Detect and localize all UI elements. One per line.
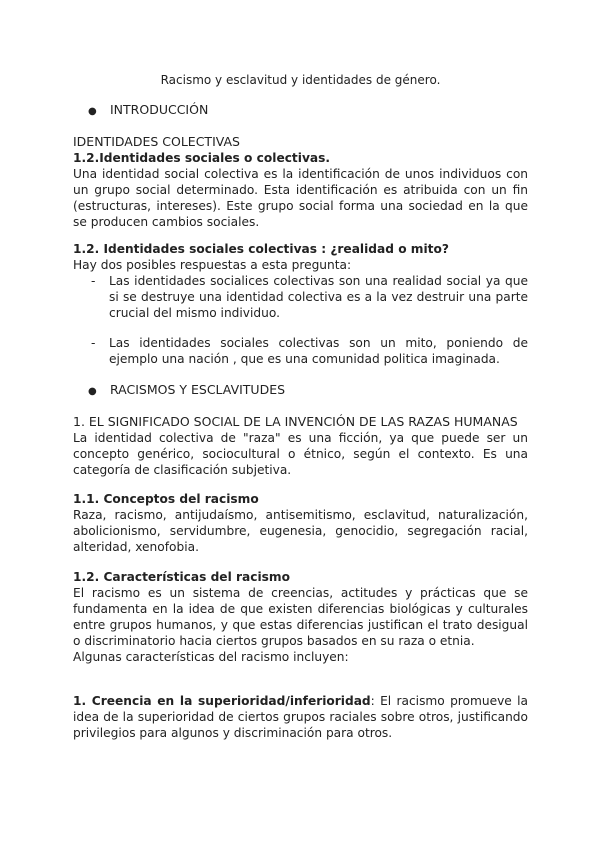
dash-list-item (91, 335, 528, 367)
section-heading: 1.2. Identidades sociales colectivas : ¿realidad o mito? (73, 242, 449, 256)
paragraph: Raza, racismo, antijudaísmo, antisemitismo, esclavitud, naturalización, abolicionismo, servidumbre, eugenesia, genocidio, segregación racial, alteridad, xenofobia. (73, 508, 528, 554)
dash-icon: - (91, 336, 96, 350)
bullet-label: RACISMOS Y ESCLAVITUDES (110, 382, 286, 397)
section-identidades-colectivas (73, 134, 528, 230)
dash-list-item (91, 273, 528, 321)
paragraph: Hay dos posibles respuestas a esta pregunta: (73, 258, 352, 272)
bullet-dot-icon: ● (88, 386, 97, 397)
bullet-racismos (88, 382, 285, 400)
list-item-text: Las identidades socialices colectivas son una realidad social ya que si se destruye una identidad colectiva es a la vez destruir una parte crucial del mismo individuo. (109, 274, 528, 320)
bullet-introduccion (88, 102, 208, 120)
section-conceptos-racismo (73, 491, 528, 555)
bullet-label: INTRODUCCIÓN (110, 102, 209, 117)
section-caracteristicas-racismo (73, 569, 528, 665)
section-heading: 1.2. Características del racismo (73, 570, 290, 584)
item-text: : El racismo promueve la idea de la superioridad de ciertos grupos raciales sobre otros, justificando privilegios para algunos y discriminación para otros. (73, 694, 528, 740)
item-label: 1. Creencia en la superioridad/inferioridad (73, 694, 371, 708)
paragraph: La identidad colectiva de "raza" es una ficción, ya que puede ser un concepto genérico, sociocultural o étnico, según el contexto. Es una categoría de clasificación subjetiva. (73, 431, 528, 477)
section-heading: IDENTIDADES COLECTIVAS (73, 134, 240, 149)
bullet-dot-icon: ● (88, 106, 97, 117)
section-heading: 1. EL SIGNIFICADO SOCIAL DE LA INVENCIÓN DE LAS RAZAS HUMANAS (73, 414, 518, 429)
section-creencia-superioridad (73, 693, 528, 741)
list-item-text: Las identidades sociales colectivas son un mito, poniendo de ejemplo una nación , que es una comunidad politica imaginada. (109, 336, 528, 366)
sub-heading: 1.2.Identidades sociales o colectivas. (73, 151, 330, 165)
section-heading: 1.1. Conceptos del racismo (73, 492, 259, 506)
section-realidad-o-mito (73, 241, 528, 273)
paragraph: Algunas características del racismo incluyen: (73, 650, 349, 664)
paragraph: El racismo es un sistema de creencias, actitudes y prácticas que se fundamenta en la idea de que existen diferencias biológicas y culturales entre grupos humanos, y que estas diferencias justifican el trato desigual o discriminatorio hacia ciertos grupos basados en su raza o etnia. (73, 586, 528, 648)
section-razas-humanas (73, 414, 528, 478)
dash-icon: - (91, 274, 96, 288)
paragraph: Una identidad social colectiva es la identificación de unos individuos con un grupo social determinado. Esta identificación es atribuida con un fin (estructuras, intereses). Este grupo social forma una sociedad en la que se producen cambios sociales. (73, 167, 528, 229)
document-title: Racismo y esclavitud y identidades de género. (160, 73, 441, 87)
